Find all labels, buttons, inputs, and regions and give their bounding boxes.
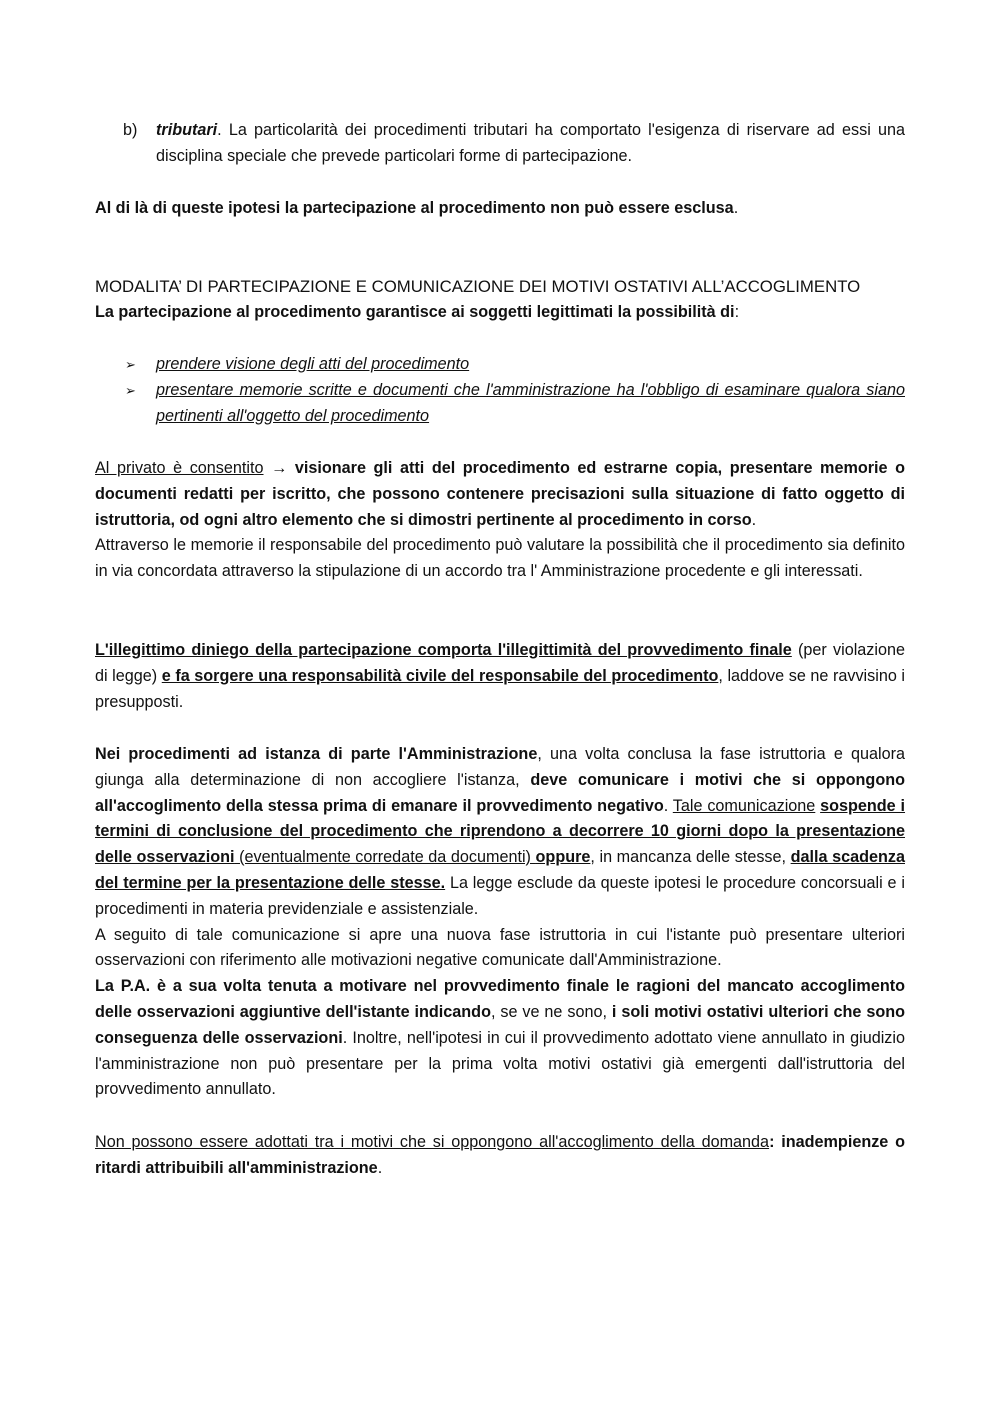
list-marker: b) [123, 121, 138, 139]
intro-bold: La partecipazione al procedimento garantisce ai soggetti legittimati la possibilità di [95, 303, 735, 321]
final-end: . [377, 1158, 383, 1177]
istanza-bold-underlined-1: sospende i termini di conclusione del procedimento che riprendono a decorrere 10 giorni dopo la presentazione delle osservazioni [95, 796, 906, 867]
istanza-bold-underlined-2: oppure [535, 848, 591, 867]
final-underlined: Non possono essere adottati tra i motivi che si oppongono all'accoglimento della domanda [95, 1133, 770, 1151]
paragraph-diniego [95, 638, 905, 715]
paragraph-block-istanza [95, 742, 905, 1103]
section-heading: MODALITA’ DI PARTECIPAZIONE E COMUNICAZIONE DEI MOTIVI OSTATIVI ALL’ACCOGLIMENTO [95, 277, 861, 296]
final-bold: : inadempienze o ritardi attribuibili all'amministrazione [95, 1133, 905, 1177]
diniego-text-1: (per violazione di legge) [95, 641, 905, 685]
istanza-text-1: , una volta conclusa la fase istruttoria e qualora giunga alla determinazione di non accogliere l'istanza, [95, 745, 905, 789]
paragraph-block-privato [95, 456, 905, 585]
bullet-arrow-icon: ➢ [125, 383, 136, 398]
istanza-text-5: La legge esclude da queste ipotesi le procedure concorsuali e i procedimenti in materia previdenziale e assistenziale. [95, 873, 905, 918]
right-arrow-icon: → [263, 459, 295, 477]
paragraph-privato [95, 456, 905, 533]
exclusion-end: . [733, 199, 739, 217]
paragraph-exclusion [95, 196, 905, 222]
list-item-tributari [95, 118, 905, 170]
bullet-text-1-content: prendere visione degli atti del procedimento [156, 355, 470, 373]
bullet-arrow-icon: ➢ [125, 357, 136, 372]
istanza-bold-underlined-3: dalla scadenza del termine per la presentazione delle stesse. [95, 848, 905, 892]
bullet-text-2-content: presentare memorie scritte e documenti che l'amministrazione ha l'obbligo di esaminare qualora siano pertinenti all'oggetto del procedimento [156, 381, 905, 425]
pa-text-1: , se ve ne sono, [490, 1002, 612, 1021]
exclusion-bold: Al di là di queste ipotesi la partecipazione al procedimento non può essere esclusa [95, 199, 734, 217]
bullet-text-2 [156, 378, 905, 430]
bullet-item-1 [95, 352, 905, 378]
istanza-bold-1: Nei procedimenti ad istanza di parte l'Amministrazione [95, 745, 538, 763]
term-tributari: tributari [156, 121, 218, 139]
istanza-text-2: . [663, 796, 673, 815]
diniego-text-2: , laddove se ne ravvisino i presupposti. [95, 666, 906, 711]
list-item-text [156, 118, 905, 170]
bullet-item-2 [95, 378, 905, 430]
privato-bold: visionare gli atti del procedimento ed estrarne copia, presentare memorie o documenti redatti per iscritto, che possono contenere precisazioni sulla situazione di fatto oggetto di istruttoria, od ogni altro elemento che si dimostri pertinente al procedimento in corso [95, 459, 905, 529]
diniego-bold-underlined-1: L'illegittimo diniego della partecipazione comporta l'illegittimità del provvedimento finale [95, 641, 792, 659]
intro-end: : [734, 303, 740, 321]
pa-bold-2: i soli motivi ostativi ulteriori che sono conseguenza delle osservazioni [95, 1002, 905, 1047]
list-item-description: . La particolarità dei procedimenti tributari ha comportato l'esigenza di riservare ad essi una disciplina speciale che prevede particolari forme di partecipazione. [156, 121, 905, 165]
paragraph-intro [95, 300, 905, 326]
diniego-bold-underlined-2: e fa sorgere una responsabilità civile del responsabile del procedimento [161, 666, 719, 685]
privato-end: . [751, 510, 757, 529]
bullet-text-1 [156, 352, 905, 378]
pa-bold-1: La P.A. è a sua volta tenuta a motivare nel provvedimento finale le ragioni del mancato accoglimento delle osservazioni aggiuntive dell'istante indicando [95, 977, 905, 1021]
paragraph-istanza [95, 742, 905, 923]
privato-underlined: Al privato è consentito [95, 459, 264, 477]
paragraph-seguito: A seguito di tale comunicazione si apre una nuova fase istruttoria in cui l'istante può presentare ulteriori osservazioni con riferimento alle motivazioni negative comunicate dall'Amministrazione. [95, 925, 905, 970]
istanza-bold-2: deve comunicare i motivi che si oppongono all'accoglimento della stessa prima di emanare il provvedimento negativo [95, 770, 905, 815]
pa-text-2: . Inoltre, nell'ipotesi in cui il provvedimento adottato viene annullato in giudizio l'amministrazione non può presentare per la prima volta motivi ostativi già emergenti dall'istruttoria del provvedimento annullato. [95, 1028, 905, 1099]
paragraph-memorie: Attraverso le memorie il responsabile del procedimento può valutare la possibilità che il procedimento sia definito in via concordata attraverso la stipulazione di un accordo tra l' Amministrazione procedente e gli interessati. [95, 536, 905, 581]
istanza-underlined-1: Tale comunicazione [672, 796, 816, 815]
istanza-underlined-2: (eventualmente corredate da documenti) [234, 848, 536, 867]
paragraph-final [95, 1130, 905, 1182]
istanza-text-4: , in mancanza delle stesse, [590, 848, 791, 867]
paragraph-pa [95, 974, 905, 1103]
